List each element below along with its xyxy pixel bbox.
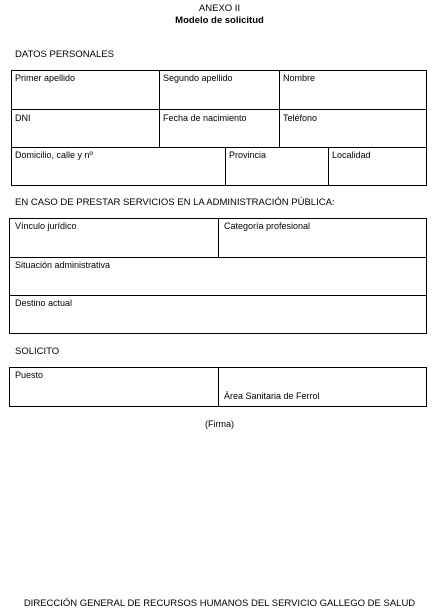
province-label: Provincia	[229, 150, 267, 160]
name-label: Nombre	[283, 73, 316, 83]
footer-authority: DIRECCIÓN GENERAL DE RECURSOS HUMANOS DEL SERVICIO GALLEGO DE SALUD	[23, 598, 416, 609]
category-field[interactable]	[219, 219, 426, 257]
locality-field[interactable]	[329, 148, 426, 185]
request-table	[9, 367, 427, 407]
signature-label: (Firma)	[205, 419, 234, 429]
public-service-heading: EN CASO DE PRESTAR SERVICIOS EN LA ADMINISTRACIÓN PÚBLICA:	[15, 197, 335, 208]
phone-field[interactable]	[280, 110, 426, 147]
second-surname-field[interactable]	[160, 71, 279, 109]
form-title: Modelo de solicitud	[175, 15, 264, 26]
dni-field[interactable]	[12, 110, 159, 147]
annex-label: ANEXO II	[198, 3, 241, 14]
position-label: Puesto	[15, 370, 44, 380]
legal-link-label: Vínculo jurídico	[15, 221, 77, 231]
request-heading: SOLICITO	[15, 346, 60, 357]
position-field[interactable]	[10, 368, 218, 406]
category-label: Categoría profesional	[224, 221, 311, 231]
admin-status-field[interactable]	[10, 258, 426, 295]
address-field[interactable]	[12, 148, 225, 185]
birth-date-label: Fecha de nacimiento	[163, 113, 247, 123]
address-label: Domicilio, calle y nº	[15, 150, 93, 160]
phone-label: Teléfono	[283, 113, 318, 123]
health-area-label: Área Sanitaria de Ferrol	[224, 391, 320, 401]
birth-date-field[interactable]	[160, 110, 279, 147]
legal-link-field[interactable]	[10, 219, 218, 257]
personal-data-table	[11, 70, 427, 186]
health-area-field[interactable]	[219, 368, 426, 406]
public-service-table	[9, 218, 427, 334]
current-post-field[interactable]	[10, 296, 426, 333]
first-surname-label: Primer apellido	[15, 73, 76, 83]
locality-label: Localidad	[332, 150, 371, 160]
name-field[interactable]	[280, 71, 426, 109]
second-surname-label: Segundo apellido	[163, 73, 233, 83]
province-field[interactable]	[226, 148, 328, 185]
current-post-label: Destino actual	[15, 298, 73, 308]
first-surname-field[interactable]	[12, 71, 159, 109]
admin-status-label: Situación administrativa	[15, 260, 111, 270]
dni-label: DNI	[15, 113, 31, 123]
personal-data-heading: DATOS PERSONALES	[15, 49, 114, 60]
